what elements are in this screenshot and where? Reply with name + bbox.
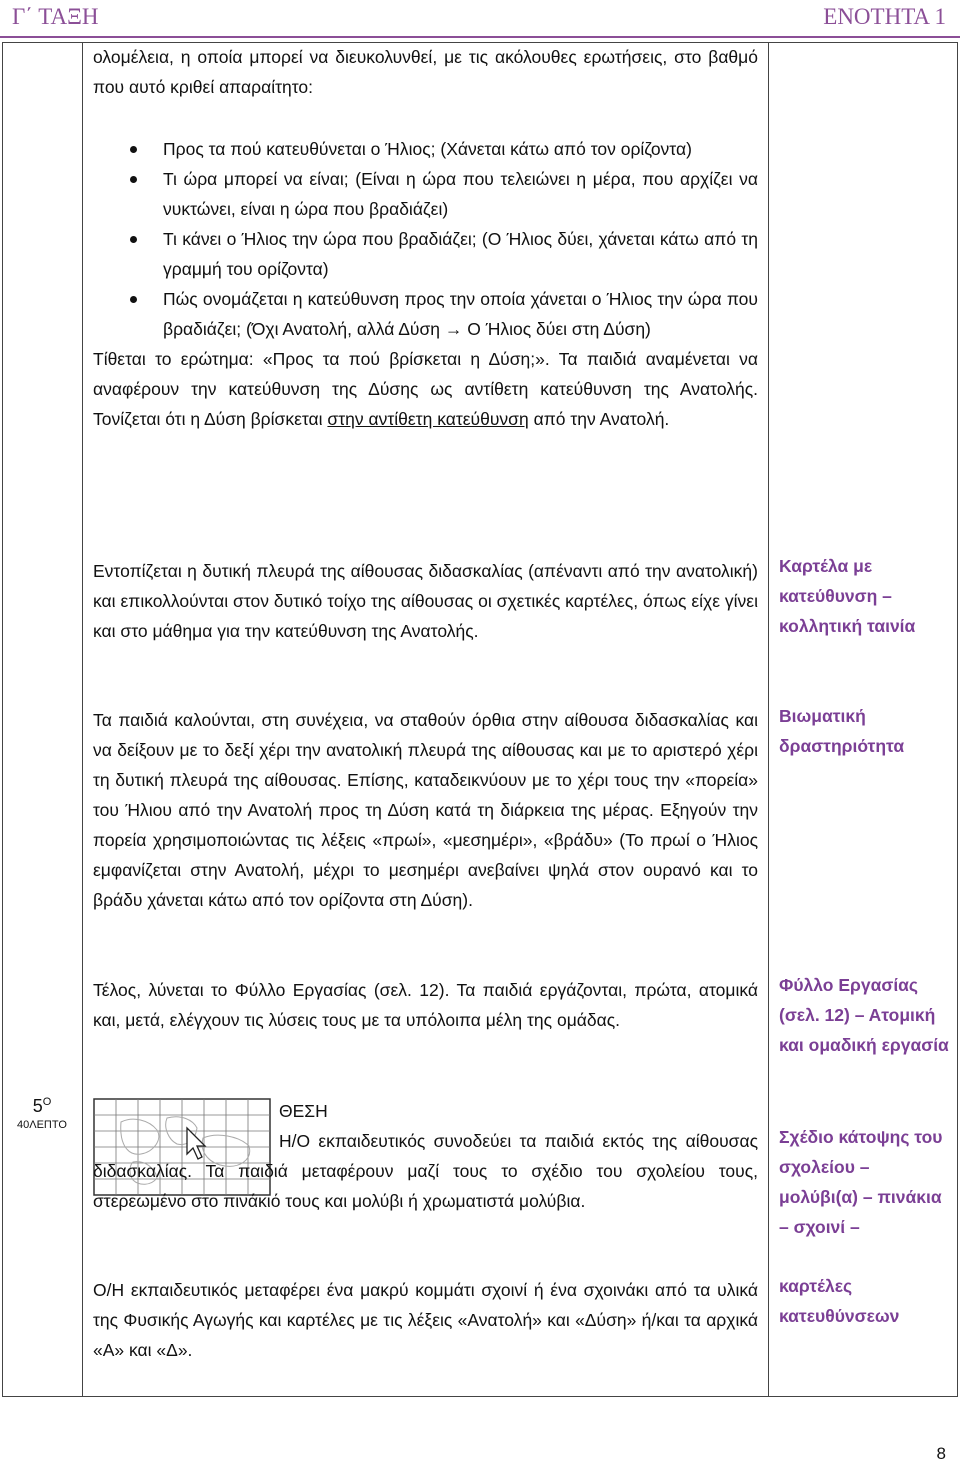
position-section — [93, 1096, 758, 1216]
header-class-label: Γ΄ ΤΑΞΗ — [12, 4, 99, 29]
west-question-paragraph — [93, 344, 758, 434]
session-label — [8, 1096, 76, 1131]
cards-note: καρτέλες κατευθύνσεων — [779, 1276, 900, 1326]
session-number: $5^O$ — [32, 1096, 52, 1116]
question-item: Τι ώρα μπορεί να είναι; (Είναι η ώρα που τελειώνει η μέρα, που αρχίζει να νυκτώνει, είναι η ώρα που βραδιάζει) — [93, 164, 758, 224]
west-wall-paragraph: Εντοπίζεται η δυτική πλευρά της αίθουσας διδασκαλίας (απέναντι από την ανατολική) και επικολλούνται στον δυτικό τοίχο της αίθουσας οι σχετικές καρτέλες, όπως είχε γίνει και στο μάθημα για την κατεύθυνση της Ανατολής. — [93, 561, 758, 641]
experiential-paragraph: Τα παιδιά καλούνται, στη συνέχεια, να σταθούν όρθια στην αίθουσα διδασκαλίας και να δείξουν με το δεξί χέρι την ανατολική πλευρά της αίθουσας και με το αριστερό χέρι τη δυτική πλευρά της αίθουσας. Επίσης, καταδεικνύουν με το χέρι τους την «πορεία» του Ήλιου από την Ανατολή προς τη Δύση κατά τη διάρκεια της μέρας. Εξηγούν την πορεία χρησιμοποιώντας τις λέξεις «πρωί», «μεσημέρι», «βράδυ» (Το πρωί ο Ήλιος εμφανίζεται στην Ανατολή, μέχρι το μεσημέρι ανεβαίνει ψηλά στον ουρανό και το βράδυ χάνεται κάτω από τον ορίζοντα στη Δύση). — [93, 710, 758, 910]
question-item: Τι κάνει ο Ήλιος την ώρα που βραδιάζει; (Ο Ήλιος δύει, χάνεται κάτω από τη γραμμή του ορίζοντα) — [93, 224, 758, 284]
materials-note: Καρτέλα με κατεύθυνση – κολλητική ταινία — [779, 556, 916, 636]
page-number: 8 — [936, 1444, 946, 1463]
header-divider — [0, 36, 960, 38]
underlined-phrase: στην αντίθετη κατεύθυνση — [327, 409, 529, 429]
session-duration: 40ΛΕΠΤΟ — [17, 1119, 67, 1131]
header-unit-label: ΕΝΟΤΗΤΑ 1 — [823, 4, 946, 29]
question-list — [93, 134, 758, 344]
table-column-divider-right — [768, 42, 769, 1397]
question-text-end: Ο Ήλιος δύει στη Δύση) — [462, 319, 651, 339]
question-item: Προς τα πού κατευθύνεται ο Ήλιος; (Χάνεται κάτω από τον ορίζοντα) — [93, 134, 758, 164]
west-question-text-end: από την Ανατολή. — [528, 409, 670, 429]
worksheet-paragraph: Τέλος, λύνεται το Φύλλο Εργασίας (σελ. 12). Τα παιδιά εργάζονται, πρώτα, ατομικά και, μετά, ελέγχουν τις λύσεις τους με τα υπόλοιπα μέλη της ομάδας. — [93, 980, 758, 1030]
section-heading: ΘΕΣΗ — [279, 1101, 328, 1121]
question-text: Πώς ονομάζεται η κατεύθυνση προς την οποία χάνεται ο Ήλιος την ώρα που βραδιάζει; (Όχι Ανατολή, αλλά Δύση — [163, 289, 758, 339]
page-header — [0, 0, 960, 36]
west-question-text: Τίθεται το ερώτημα: «Προς τα πού βρίσκεται η Δύση;». Τα παιδιά αναμένεται να αναφέρουν την κατεύθυνση της Δύσης ως αντίθετη κατεύθυνση της Ανατολής. Τονίζεται ότι η Δύση βρίσκεται — [93, 349, 758, 429]
rope-paragraph: Ο/Η εκπαιδευτικός μεταφέρει ένα μακρύ κομμάτι σχοινί ή ένα σχοινάκι από τα υλικά της Φυσικής Αγωγής και καρτέλες με τις λέξεις «Ανατολή» και «Δύση» ή/και τα αρχικά «Α» και «Δ». — [93, 1280, 758, 1360]
question-item — [93, 284, 758, 344]
discussion-block — [93, 42, 758, 434]
table-column-divider-left — [82, 42, 83, 1397]
outdoor-paragraph: Η/Ο εκπαιδευτικός συνοδεύει τα παιδιά εκτός της αίθουσας διδασκαλίας. Τα παιδιά μεταφέρουν μαζί τους το σχέδιο του σχολείου τους, στερεωμένο στο πινάκιό τους και μολύβι ή χρωματιστά μολύβια. — [93, 1131, 758, 1211]
arrow-right-icon: → — [444, 319, 463, 339]
worksheet-note: Φύλλο Εργασίας (σελ. 12) – Ατομική και ομαδική εργασία — [779, 975, 949, 1055]
materials-note: Σχέδιο κάτοψης του σχολείου – μολύβι(α) – πινάκια – σχοινί – — [779, 1127, 943, 1237]
activity-type-note: Βιωματική δραστηριότητα — [779, 706, 905, 756]
discussion-intro: ολομέλεια, η οποία μπορεί να διευκολυνθεί, με τις ακόλουθες ερωτήσεις, στο βαθμό που αυτό κριθεί απαραίτητο: — [93, 47, 758, 97]
